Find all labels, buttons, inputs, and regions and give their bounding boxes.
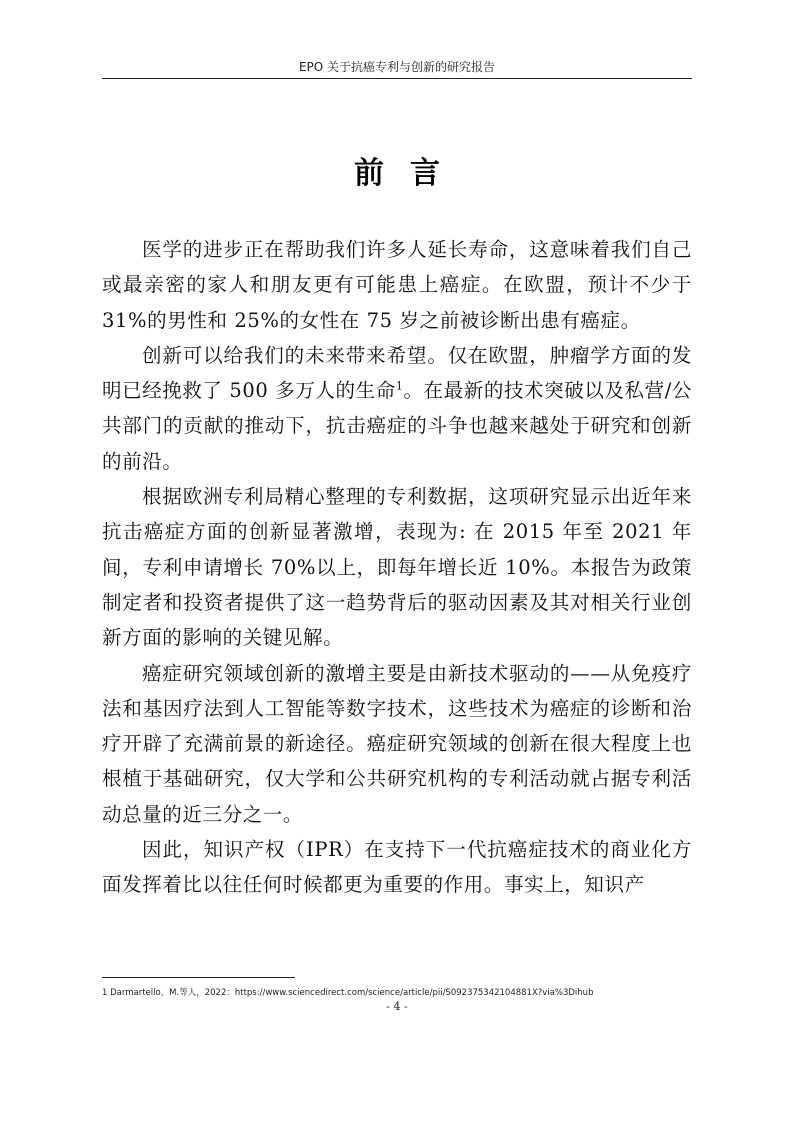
paragraph-3: 根据欧洲专利局精心整理的专利数据，这项研究显示出近年来抗击癌症方面的创新显著激增，表现为: 在 2015 年至 2021 年间，专利申请增长 70%以上，即每年增长近 10%。本报告为政策制定者和投资者提供了这一趋势背后的驱动因素及其对相关行业创新方面的影响的关键见解。 — [102, 485, 692, 650]
paragraph-5: 因此，知识产权（IPR）在支持下一代抗癌症技术的商业化方面发挥着比以往任何时候都更为重要的作用。事实上，知识产 — [102, 838, 692, 897]
paragraph-4: 癌症研究领域创新的激增主要是由新技术驱动的——从免疫疗法和基因疗法到人工智能等数字技术，这些技术为癌症的诊断和治疗开辟了充满前景的新途径。癌症研究领域的创新在很大程度上也根植于基础研究，仅大学和公共研究机构的专利活动就占据专利活动总量的近三分之一。 — [102, 661, 692, 826]
paragraph-1: 医学的进步正在帮助我们许多人延长寿命，这意味着我们自己或最亲密的家人和朋友更有可能患上癌症。在欧盟，预计不少于 31%的男性和 25%的女性在 75 岁之前被诊断出患有癌症。 — [102, 238, 692, 332]
header-divider — [102, 78, 692, 79]
footnote: 1 Darmartello，M.等人，2022：https://www.sciencedirect.com/science/article/pii/S092375342104881X?via%3Dihub — [102, 988, 594, 998]
running-header: EPO 关于抗癌专利与创新的研究报告 — [298, 60, 496, 74]
footnote-divider — [102, 977, 295, 978]
page-title: 前言 — [354, 156, 466, 191]
paragraph-2-text-before: 创新可以给我们的未来带来希望。仅在欧盟，肿瘤学方面的发明已经挽救了 500 多万人的生命 — [102, 343, 692, 403]
page-number: - 4 - — [386, 1000, 408, 1013]
footnote-reference: 1 — [395, 379, 404, 393]
paragraph-2 — [102, 338, 692, 479]
paragraph-2-text-after: 。在最新的技术突破以及私营/公共部门的贡献的推动下，抗击癌症的斗争也越来越处于研究和创新的前沿。 — [102, 379, 693, 473]
body-text — [102, 232, 692, 903]
